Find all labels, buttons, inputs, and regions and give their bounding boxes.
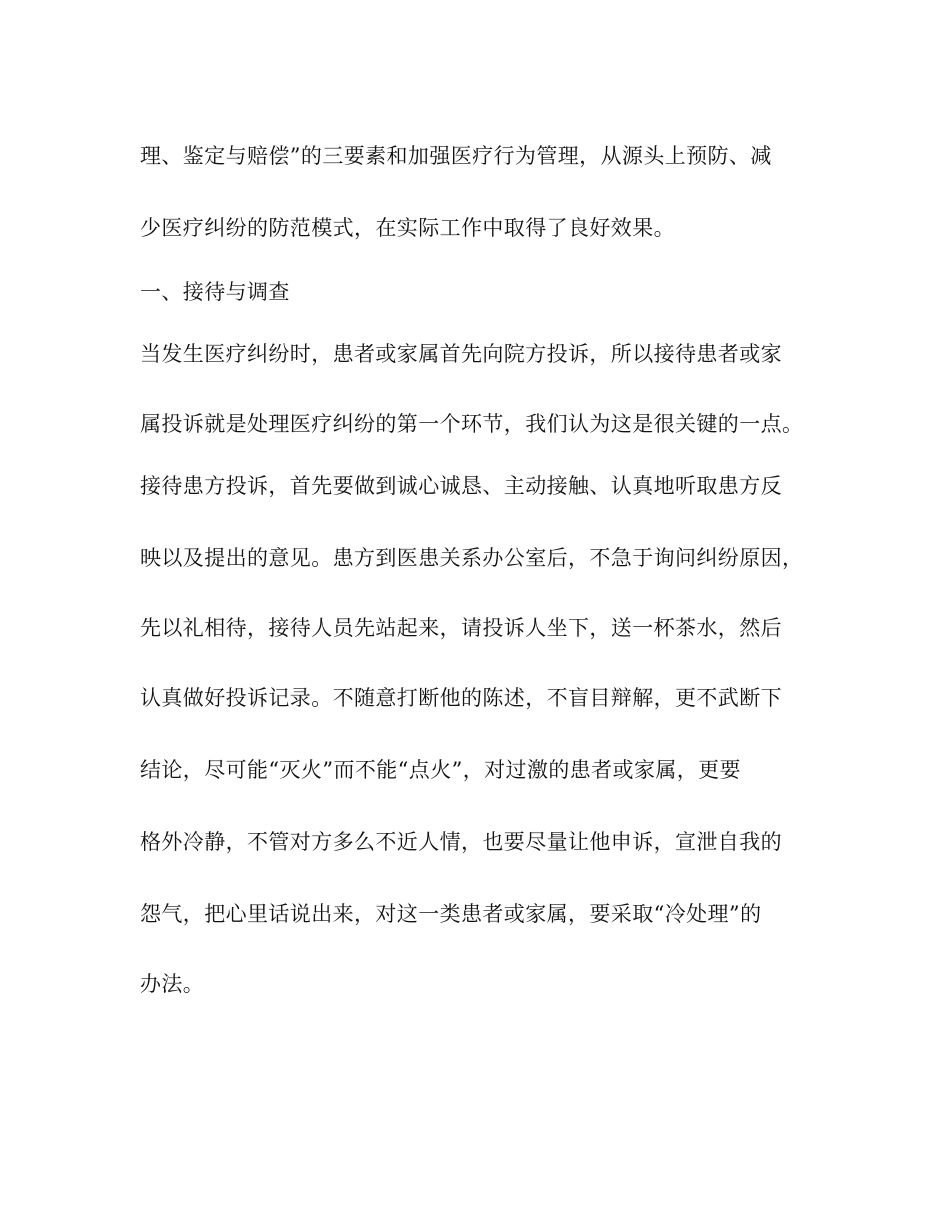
- section-heading: 一、接待与调查: [140, 280, 290, 304]
- paragraph-line: 结论，尽可能“灭火”而不能“点火”，对过激的患者或家属，更要: [140, 758, 741, 782]
- paragraph-line: 格外冷静，不管对方多么不近人情，也要尽量让他申诉，宣泄自我的: [140, 830, 782, 854]
- paragraph-line: 先以礼相待，接待人员先站起来，请投诉人坐下，送一杯茶水，然后: [140, 616, 782, 640]
- paragraph-line: 怨气，把心里话说出来，对这一类患者或家属，要采取“冷处理”的: [140, 902, 762, 926]
- paragraph-line: 属投诉就是处理医疗纠纷的第一个环节，我们认为这是很关键的一点。: [140, 412, 804, 436]
- paragraph-line: 映以及提出的意见。患方到医患关系办公室后，不急于询问纠纷原因，: [140, 546, 804, 570]
- paragraph-line: 认真做好投诉记录。不随意打断他的陈述，不盲目辩解，更不武断下: [140, 686, 782, 710]
- paragraph-line: 办法。: [140, 972, 205, 996]
- paragraph-line: 当发生医疗纠纷时，患者或家属首先向院方投诉，所以接待患者或家: [140, 342, 782, 366]
- paragraph-line: 理、鉴定与赔偿”的三要素和加强医疗行为管理，从源头上预防、减: [140, 144, 772, 168]
- paragraph-line: 少医疗纠纷的防范模式，在实际工作中取得了良好效果。: [140, 216, 675, 240]
- paragraph-line: 接待患方投诉，首先要做到诚心诚恳、主动接触、认真地听取患方反: [140, 474, 782, 498]
